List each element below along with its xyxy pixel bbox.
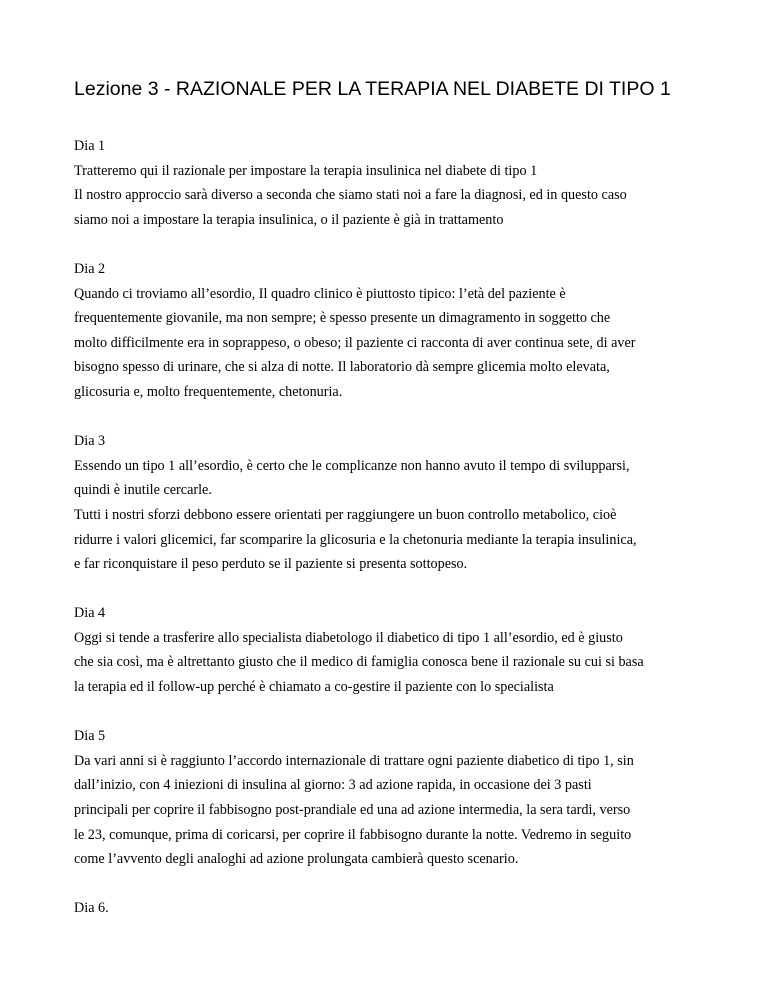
paragraph <box>74 454 714 503</box>
text-line: le 23, comunque, prima di coricarsi, per coprire il fabbisogno durante la notte. Vedremo in seguito <box>74 826 632 843</box>
slide-section <box>74 429 714 577</box>
text-line: e far riconquistare il peso perduto se il paziente si presenta sottopeso. <box>74 556 468 573</box>
text-line: ridurre i valori glicemici, far scomparire la glicosuria e la chetonuria mediante la terapia insulinica, <box>74 531 637 548</box>
paragraph <box>74 749 714 872</box>
slide-heading: Dia 5 <box>74 728 106 745</box>
paragraph <box>74 183 714 232</box>
text-line: come l’avvento degli analoghi ad azione prolungata cambierà questo scenario. <box>74 851 519 868</box>
paragraph <box>74 626 714 700</box>
slide-heading: Dia 6. <box>74 900 109 917</box>
slide-section <box>74 134 714 232</box>
document-body <box>74 134 714 946</box>
text-line: Da vari anni si è raggiunto l’accordo internazionale di trattare ogni paziente diabetico di tipo 1, sin <box>74 752 634 769</box>
document-title: Lezione 3 - RAZIONALE PER LA TERAPIA NEL DIABETE DI TIPO 1 <box>74 78 671 100</box>
text-line: Tutti i nostri sforzi debbono essere orientati per raggiungere un buon controllo metabolico, cioè <box>74 506 617 523</box>
text-line: Il nostro approccio sarà diverso a seconda che siamo stati noi a fare la diagnosi, ed in questo caso <box>74 187 627 204</box>
paragraph <box>74 282 714 405</box>
text-line: frequentemente giovanile, ma non sempre; è spesso presente un dimagramento in soggetto che <box>74 310 611 327</box>
text-line: dall’inizio, con 4 iniezioni di insulina al giorno: 3 ad azione rapida, in occasione dei 3 pasti <box>74 777 592 794</box>
slide-heading: Dia 2 <box>74 260 106 277</box>
text-line: Oggi si tende a trasferire allo specialista diabetologo il diabetico di tipo 1 all’esordio, ed è giusto <box>74 629 623 646</box>
slide-section <box>74 896 714 921</box>
text-line: quindi è inutile cercarle. <box>74 482 212 499</box>
slide-heading: Dia 1 <box>74 138 106 154</box>
text-line: bisogno spesso di urinare, che si alza di notte. Il laboratorio dà sempre glicemia molto elevata, <box>74 359 610 376</box>
slide-heading: Dia 3 <box>74 433 106 450</box>
text-line: che sia così, ma è altrettanto giusto che il medico di famiglia conosca bene il razionale su cui si basa <box>74 654 644 671</box>
text-line: la terapia ed il follow-up perché è chiamato a co-gestire il paziente con lo specialista <box>74 679 554 696</box>
text-line: Quando ci troviamo all’esordio, Il quadro clinico è piuttosto tipico: l’età del paziente è <box>74 285 566 302</box>
text-line: Tratteremo qui il razionale per impostare la terapia insulinica nel diabete di tipo 1 <box>74 162 538 179</box>
slide-heading: Dia 4 <box>74 605 106 622</box>
text-line: glicosuria e, molto frequentemente, chetonuria. <box>74 383 343 400</box>
text-line: principali per coprire il fabbisogno post-prandiale ed una ad azione intermedia, la sera tardi, verso <box>74 802 631 819</box>
slide-section <box>74 601 714 699</box>
text-line: Essendo un tipo 1 all’esordio, è certo che le complicanze non hanno avuto il tempo di svilupparsi, <box>74 457 630 474</box>
text-line: siamo noi a impostare la terapia insulinica, o il paziente è già in trattamento <box>74 211 504 228</box>
slide-section <box>74 724 714 872</box>
paragraph <box>74 159 714 184</box>
paragraph <box>74 503 714 577</box>
slide-section <box>74 257 714 405</box>
text-line: molto difficilmente era in soprappeso, o obeso; il paziente ci racconta di aver continua sete, di aver <box>74 334 636 351</box>
